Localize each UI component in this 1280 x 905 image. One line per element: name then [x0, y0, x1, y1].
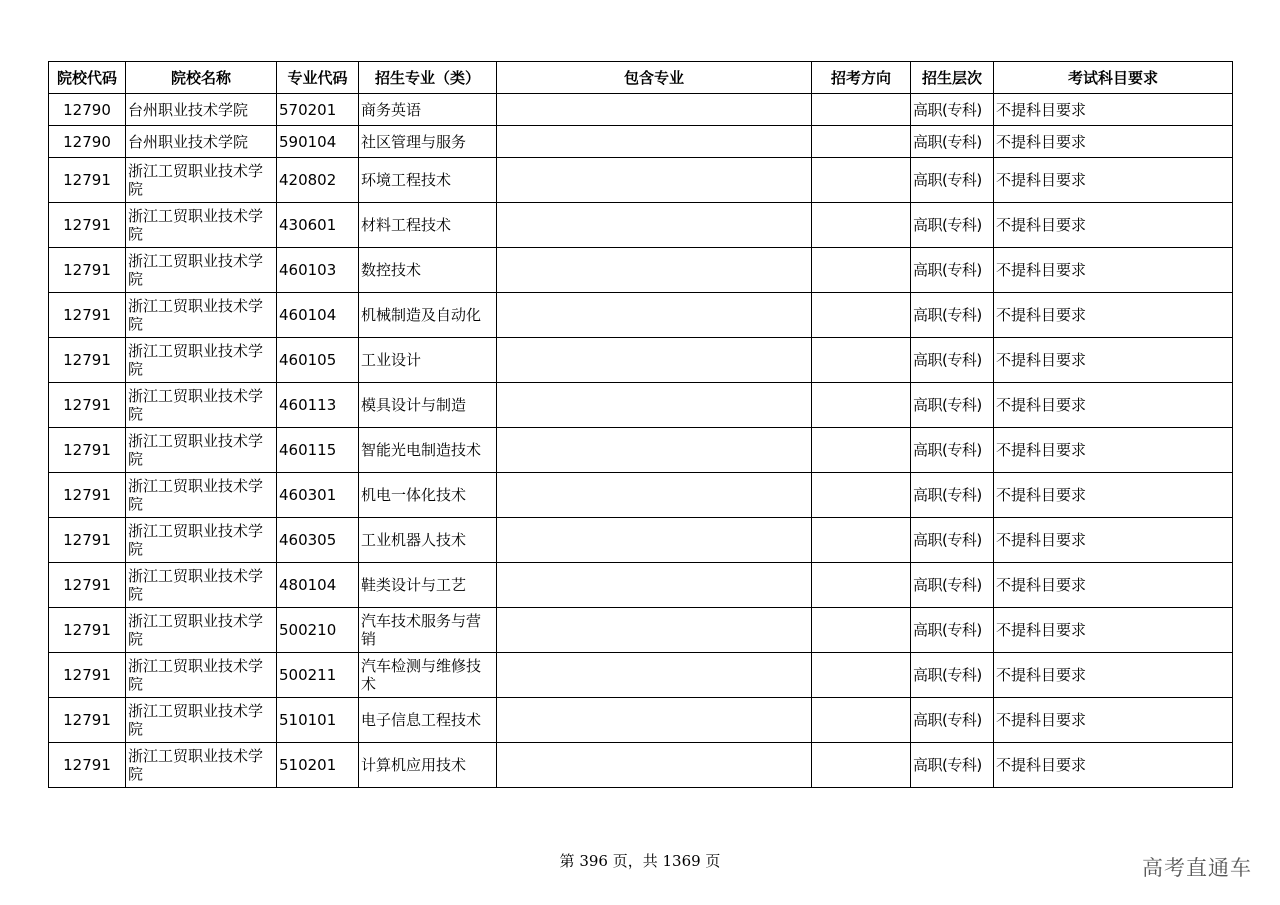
table-row	[49, 428, 1233, 473]
school-name-cell: 浙江工贸职业技术学院	[126, 518, 277, 563]
table-header	[49, 62, 1233, 94]
major-cell: 机电一体化技术	[359, 473, 497, 518]
major-code-cell: 460103	[277, 248, 359, 293]
table-row	[49, 698, 1233, 743]
direction-cell	[812, 94, 911, 126]
column-header: 专业代码	[277, 62, 359, 94]
major-code-cell: 570201	[277, 94, 359, 126]
direction-cell	[812, 158, 911, 203]
direction-cell	[812, 126, 911, 158]
direction-cell	[812, 698, 911, 743]
school-name-cell: 浙江工贸职业技术学院	[126, 383, 277, 428]
direction-cell	[812, 563, 911, 608]
major-cell: 模具设计与制造	[359, 383, 497, 428]
level-cell: 高职(专科)	[911, 126, 994, 158]
school-name-cell: 台州职业技术学院	[126, 94, 277, 126]
direction-cell	[812, 653, 911, 698]
school-code-cell: 12791	[49, 563, 126, 608]
school-code-cell: 12791	[49, 158, 126, 203]
level-cell: 高职(专科)	[911, 563, 994, 608]
requirement-cell: 不提科目要求	[994, 428, 1233, 473]
school-name-cell: 浙江工贸职业技术学院	[126, 248, 277, 293]
requirement-cell: 不提科目要求	[994, 653, 1233, 698]
major-code-cell: 500210	[277, 608, 359, 653]
school-code-cell: 12791	[49, 698, 126, 743]
school-code-cell: 12791	[49, 338, 126, 383]
level-cell: 高职(专科)	[911, 293, 994, 338]
major-cell: 社区管理与服务	[359, 126, 497, 158]
table-row	[49, 203, 1233, 248]
table-row	[49, 653, 1233, 698]
requirement-cell: 不提科目要求	[994, 94, 1233, 126]
included-majors-cell	[497, 563, 812, 608]
level-cell: 高职(专科)	[911, 473, 994, 518]
included-majors-cell	[497, 126, 812, 158]
school-code-cell: 12791	[49, 518, 126, 563]
level-cell: 高职(专科)	[911, 158, 994, 203]
school-code-cell: 12790	[49, 94, 126, 126]
school-code-cell: 12791	[49, 293, 126, 338]
included-majors-cell	[497, 653, 812, 698]
table-row	[49, 338, 1233, 383]
requirement-cell: 不提科目要求	[994, 126, 1233, 158]
school-code-cell: 12791	[49, 473, 126, 518]
requirement-cell: 不提科目要求	[994, 248, 1233, 293]
table-row	[49, 94, 1233, 126]
direction-cell	[812, 248, 911, 293]
requirement-cell: 不提科目要求	[994, 158, 1233, 203]
requirement-cell: 不提科目要求	[994, 608, 1233, 653]
level-cell: 高职(专科)	[911, 383, 994, 428]
table-row	[49, 126, 1233, 158]
school-name-cell: 浙江工贸职业技术学院	[126, 293, 277, 338]
level-cell: 高职(专科)	[911, 248, 994, 293]
school-code-cell: 12791	[49, 203, 126, 248]
school-name-cell: 浙江工贸职业技术学院	[126, 743, 277, 788]
requirement-cell: 不提科目要求	[994, 698, 1233, 743]
major-code-cell: 460105	[277, 338, 359, 383]
direction-cell	[812, 428, 911, 473]
major-cell: 材料工程技术	[359, 203, 497, 248]
direction-cell	[812, 473, 911, 518]
requirement-cell: 不提科目要求	[994, 743, 1233, 788]
level-cell: 高职(专科)	[911, 428, 994, 473]
school-name-cell: 浙江工贸职业技术学院	[126, 203, 277, 248]
requirement-cell: 不提科目要求	[994, 338, 1233, 383]
included-majors-cell	[497, 428, 812, 473]
major-code-cell: 460115	[277, 428, 359, 473]
major-cell: 数控技术	[359, 248, 497, 293]
included-majors-cell	[497, 743, 812, 788]
major-cell: 机械制造及自动化	[359, 293, 497, 338]
table-row	[49, 383, 1233, 428]
major-code-cell: 420802	[277, 158, 359, 203]
school-name-cell: 浙江工贸职业技术学院	[126, 473, 277, 518]
requirement-cell: 不提科目要求	[994, 293, 1233, 338]
major-code-cell: 460305	[277, 518, 359, 563]
included-majors-cell	[497, 158, 812, 203]
school-name-cell: 浙江工贸职业技术学院	[126, 653, 277, 698]
direction-cell	[812, 518, 911, 563]
level-cell: 高职(专科)	[911, 698, 994, 743]
included-majors-cell	[497, 293, 812, 338]
school-name-cell: 浙江工贸职业技术学院	[126, 608, 277, 653]
major-cell: 汽车技术服务与营销	[359, 608, 497, 653]
column-header: 招生专业（类）	[359, 62, 497, 94]
level-cell: 高职(专科)	[911, 203, 994, 248]
major-code-cell: 460104	[277, 293, 359, 338]
major-cell: 工业设计	[359, 338, 497, 383]
column-header: 招生层次	[911, 62, 994, 94]
included-majors-cell	[497, 248, 812, 293]
major-code-cell: 460113	[277, 383, 359, 428]
table-row	[49, 473, 1233, 518]
requirement-cell: 不提科目要求	[994, 563, 1233, 608]
table-row	[49, 743, 1233, 788]
major-cell: 汽车检测与维修技术	[359, 653, 497, 698]
school-code-cell: 12791	[49, 743, 126, 788]
header-row	[49, 62, 1233, 94]
major-code-cell: 510101	[277, 698, 359, 743]
column-header: 考试科目要求	[994, 62, 1233, 94]
direction-cell	[812, 383, 911, 428]
admissions-table	[48, 61, 1233, 788]
direction-cell	[812, 608, 911, 653]
school-code-cell: 12791	[49, 428, 126, 473]
major-cell: 计算机应用技术	[359, 743, 497, 788]
level-cell: 高职(专科)	[911, 653, 994, 698]
table-row	[49, 563, 1233, 608]
major-cell: 鞋类设计与工艺	[359, 563, 497, 608]
included-majors-cell	[497, 94, 812, 126]
page-number-footer: 第 396 页，共 1369 页	[559, 852, 721, 870]
column-header: 包含专业	[497, 62, 812, 94]
school-name-cell: 浙江工贸职业技术学院	[126, 563, 277, 608]
major-code-cell: 500211	[277, 653, 359, 698]
level-cell: 高职(专科)	[911, 338, 994, 383]
school-code-cell: 12791	[49, 248, 126, 293]
major-cell: 商务英语	[359, 94, 497, 126]
included-majors-cell	[497, 338, 812, 383]
included-majors-cell	[497, 383, 812, 428]
school-name-cell: 浙江工贸职业技术学院	[126, 698, 277, 743]
school-name-cell: 浙江工贸职业技术学院	[126, 158, 277, 203]
column-header: 招考方向	[812, 62, 911, 94]
requirement-cell: 不提科目要求	[994, 473, 1233, 518]
major-cell: 智能光电制造技术	[359, 428, 497, 473]
table-body	[49, 94, 1233, 788]
level-cell: 高职(专科)	[911, 743, 994, 788]
major-code-cell: 480104	[277, 563, 359, 608]
included-majors-cell	[497, 698, 812, 743]
table-row	[49, 518, 1233, 563]
table-row	[49, 248, 1233, 293]
direction-cell	[812, 338, 911, 383]
level-cell: 高职(专科)	[911, 608, 994, 653]
included-majors-cell	[497, 608, 812, 653]
table-row	[49, 158, 1233, 203]
major-cell: 环境工程技术	[359, 158, 497, 203]
major-code-cell: 460301	[277, 473, 359, 518]
school-code-cell: 12791	[49, 653, 126, 698]
requirement-cell: 不提科目要求	[994, 383, 1233, 428]
table-row	[49, 293, 1233, 338]
direction-cell	[812, 743, 911, 788]
direction-cell	[812, 293, 911, 338]
major-code-cell: 510201	[277, 743, 359, 788]
level-cell: 高职(专科)	[911, 94, 994, 126]
major-code-cell: 430601	[277, 203, 359, 248]
school-code-cell: 12791	[49, 608, 126, 653]
major-code-cell: 590104	[277, 126, 359, 158]
requirement-cell: 不提科目要求	[994, 203, 1233, 248]
included-majors-cell	[497, 473, 812, 518]
watermark-text: 高考直通车	[1142, 856, 1252, 880]
school-name-cell: 浙江工贸职业技术学院	[126, 338, 277, 383]
school-code-cell: 12791	[49, 383, 126, 428]
table-row	[49, 608, 1233, 653]
level-cell: 高职(专科)	[911, 518, 994, 563]
included-majors-cell	[497, 518, 812, 563]
school-code-cell: 12790	[49, 126, 126, 158]
requirement-cell: 不提科目要求	[994, 518, 1233, 563]
school-name-cell: 浙江工贸职业技术学院	[126, 428, 277, 473]
direction-cell	[812, 203, 911, 248]
included-majors-cell	[497, 203, 812, 248]
major-cell: 电子信息工程技术	[359, 698, 497, 743]
column-header: 院校代码	[49, 62, 126, 94]
school-name-cell: 台州职业技术学院	[126, 126, 277, 158]
major-cell: 工业机器人技术	[359, 518, 497, 563]
column-header: 院校名称	[126, 62, 277, 94]
